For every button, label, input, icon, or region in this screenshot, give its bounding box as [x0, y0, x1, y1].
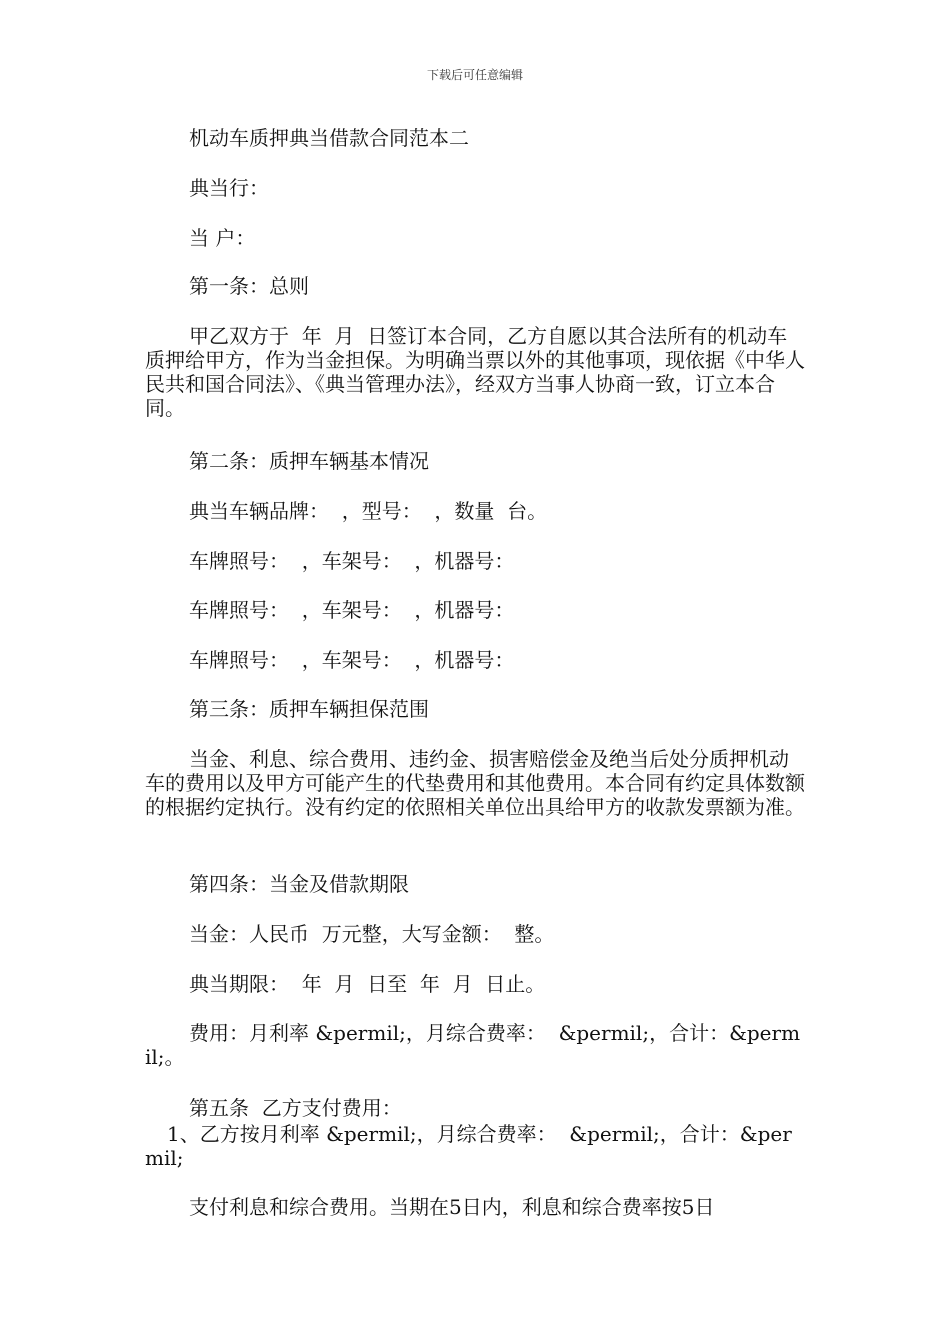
- plate-line-3: 车牌照号： ，车架号： ，机器号：: [189, 648, 515, 672]
- article-1-body: 甲乙双方于 年 月 日签订本合同，乙方自愿以其合法所有的机动车质押给甲方，作为当金担保。为明确当票以外的其他事项，现依据《中华人民共和国合同法》、《典当管理办法》，经双方当事人协商一致，订立本合同。: [145, 324, 805, 420]
- plate-line-1: 车牌照号： ，车架号： ，机器号：: [189, 549, 515, 573]
- article-5-heading: 第五条 乙方支付费用：: [189, 1096, 402, 1120]
- pawnshop-label: 典当行：: [189, 176, 269, 200]
- header-note: 下载后可任意编辑: [426, 68, 523, 82]
- article-3-heading: 第三条：质押车辆担保范围: [189, 697, 429, 721]
- article-3-body: 当金、利息、综合费用、违约金、损害赔偿金及绝当后处分质押机动车的费用以及甲方可能产生的代垫费用和其他费用。本合同有约定具体数额的根据约定执行。没有约定的依照相关单位出具给甲方的收款发票额为准。: [145, 747, 805, 819]
- article-2-heading: 第二条：质押车辆基本情况: [189, 449, 429, 473]
- article-1-heading: 第一条：总则: [189, 274, 309, 298]
- article-4-heading: 第四条：当金及借款期限: [189, 872, 409, 896]
- plate-line-2: 车牌照号： ，车架号： ，机器号：: [189, 598, 515, 622]
- payment-terms-line: 支付利息和综合费用。当期在5日内，利息和综合费率按5日: [189, 1195, 715, 1219]
- document-title: 机动车质押典当借款合同范本二: [189, 126, 469, 150]
- pawn-amount-line: 当金：人民币 万元整，大写金额： 整。: [189, 922, 555, 946]
- fee-line: 费用：月利率 &permil;，月综合费率： &permil;，合计：&permil;。: [145, 1021, 801, 1069]
- pawner-label: 当 户：: [189, 226, 256, 250]
- article-5-item-1: 1、乙方按月利率 &permil;，月综合费率： &permil;，合计：&permil;: [145, 1122, 792, 1170]
- pawn-term-line: 典当期限： 年 月 日至 年 月 日止。: [189, 972, 546, 996]
- vehicle-brand-line: 典当车辆品牌： ，型号： ，数量 台。: [189, 499, 548, 523]
